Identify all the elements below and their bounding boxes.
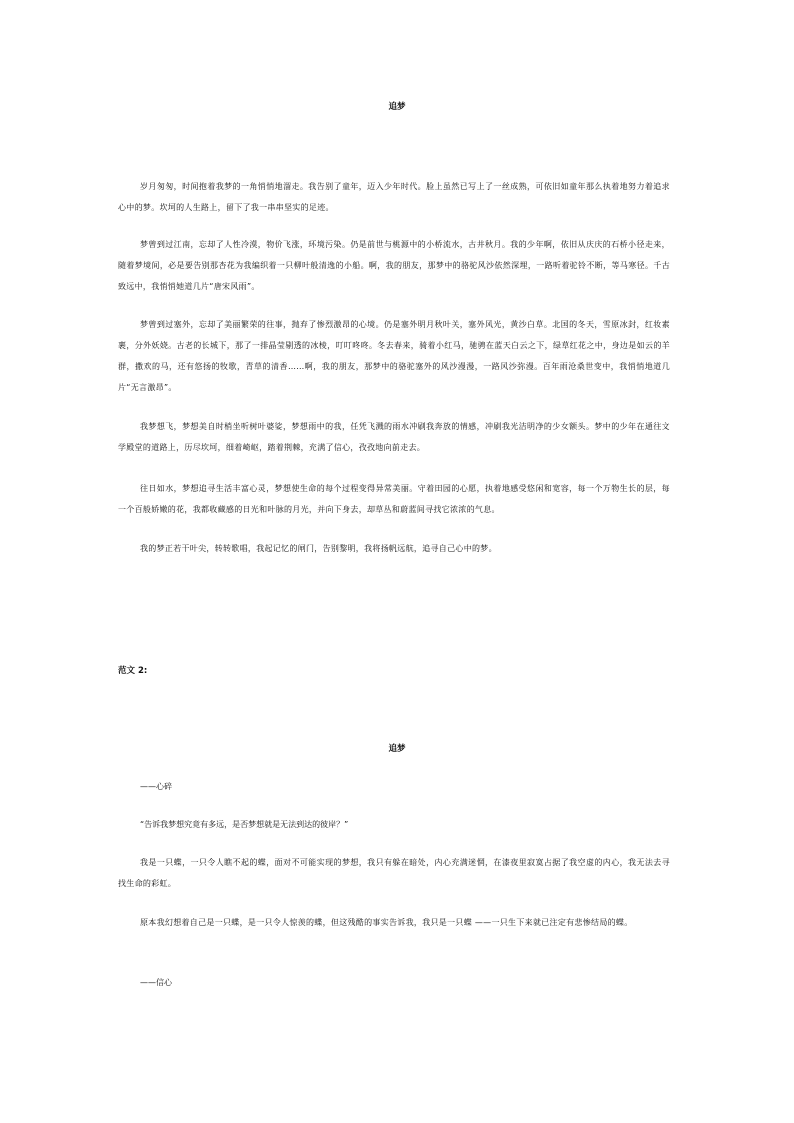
essay1-title: 追梦 (388, 102, 406, 112)
essay2-paragraph-2: 原本我幻想着自己是一只蝶，是一只令人惊羡的蝶，但这残酷的事实告诉我，我只是一只蝶 ——一只生下来就已注定有悲惨结局的蝶。 (140, 918, 633, 927)
section-label: 范文 2: (118, 666, 148, 676)
essay2-title: 追梦 (388, 744, 406, 754)
essay1-paragraph-6: 我的梦正若干叶尖，转转歌唱，我起记忆的闸门，告别黎明，我将扬帆远航，追寻自己心中的梦。 (140, 544, 497, 553)
essay2-byline-1: ——心碎 (140, 782, 172, 791)
essay1-paragraph-5: 往日如水，梦想追寻生活丰富心灵，梦想使生命的每个过程变得异常美丽。守着田园的心愿，执着地感受悠闲和宽容，每一个万物生长的层，每一个百般娇嫩的花，我都收藏感的日光和叶脉的月光，并向下身去，却草丛和蔚蓝间寻找它浓浓的气息。 (118, 484, 670, 514)
essay1-paragraph-2: 梦曾到过江南，忘却了人性冷漠，物价飞涨，环境污染。仍是前世与桃源中的小桥流水，古井秋月。我的少年啊，依旧从庆庆的石桥小径走来，随着梦境间，必是要告别那杏花为我编织着一只柳叶般清逸的小船。啊，我的朋友，那梦中的骆驼风沙依然深埋，一路听着驼铃不断，等马寒径。千古致远中，我悄悄她道几片“唐宋风雨”。 (118, 240, 670, 291)
essay1-paragraph-3: 梦曾到过塞外，忘却了美丽繁荣的往事，抛弃了惨烈激昂的心境。仍是塞外明月秋叶关，塞外风光，黄沙白草。北国的冬天，雪原冰封，红妆素裹，分外妖娆。古老的长城下，那了一排晶莹剔透的冰棱，叮叮咚咚。冬去春来，骑着小红马，驰骋在蓝天白云之下，绿草红花之中，身边是如云的羊群，撒欢的马，还有悠扬的牧歌，青草的清香……啊，我的朋友，那梦中的骆驼塞外的风沙漫漫，一路风沙弥漫。百年雨沧桑世变中，我悄悄地道几片“无言激昂”。 (118, 320, 670, 392)
essay2-quote: “告诉我梦想究竟有多远，是否梦想就是无法到达的彼岸？” (140, 820, 349, 829)
essay2-paragraph-1: 我是一只蝶，一只令人瞧不起的蝶，面对不可能实现的梦想，我只有躲在暗处，内心充满迷惘，在漆夜里寂寞占据了我空虚的内心，我无法去寻找生命的彩虹。 (118, 858, 670, 888)
essay2-byline-2: ——信心 (140, 978, 172, 987)
essay1-paragraph-1: 岁月匆匆，时间抱着我梦的一角悄悄地溜走。我告别了童年，迈入少年时代。脸上虽然已写上了一丝成熟，可依旧如童年那么执着地努力着追求心中的梦。坎坷的人生路上，留下了我一串串坚实的足迹。 (118, 182, 670, 212)
essay1-paragraph-4: 我梦想飞，梦想美自时梢坐听树叶婆娑，梦想雨中的我，任凭飞溅的雨水冲刷我奔放的情感，冲刷我光洁明净的少女额头。梦中的少年在通往文学殿堂的道路上，历尽坎坷，细着崎岖，踏着荆棘，充满了信心，孜孜地向前走去。 (118, 422, 670, 452)
